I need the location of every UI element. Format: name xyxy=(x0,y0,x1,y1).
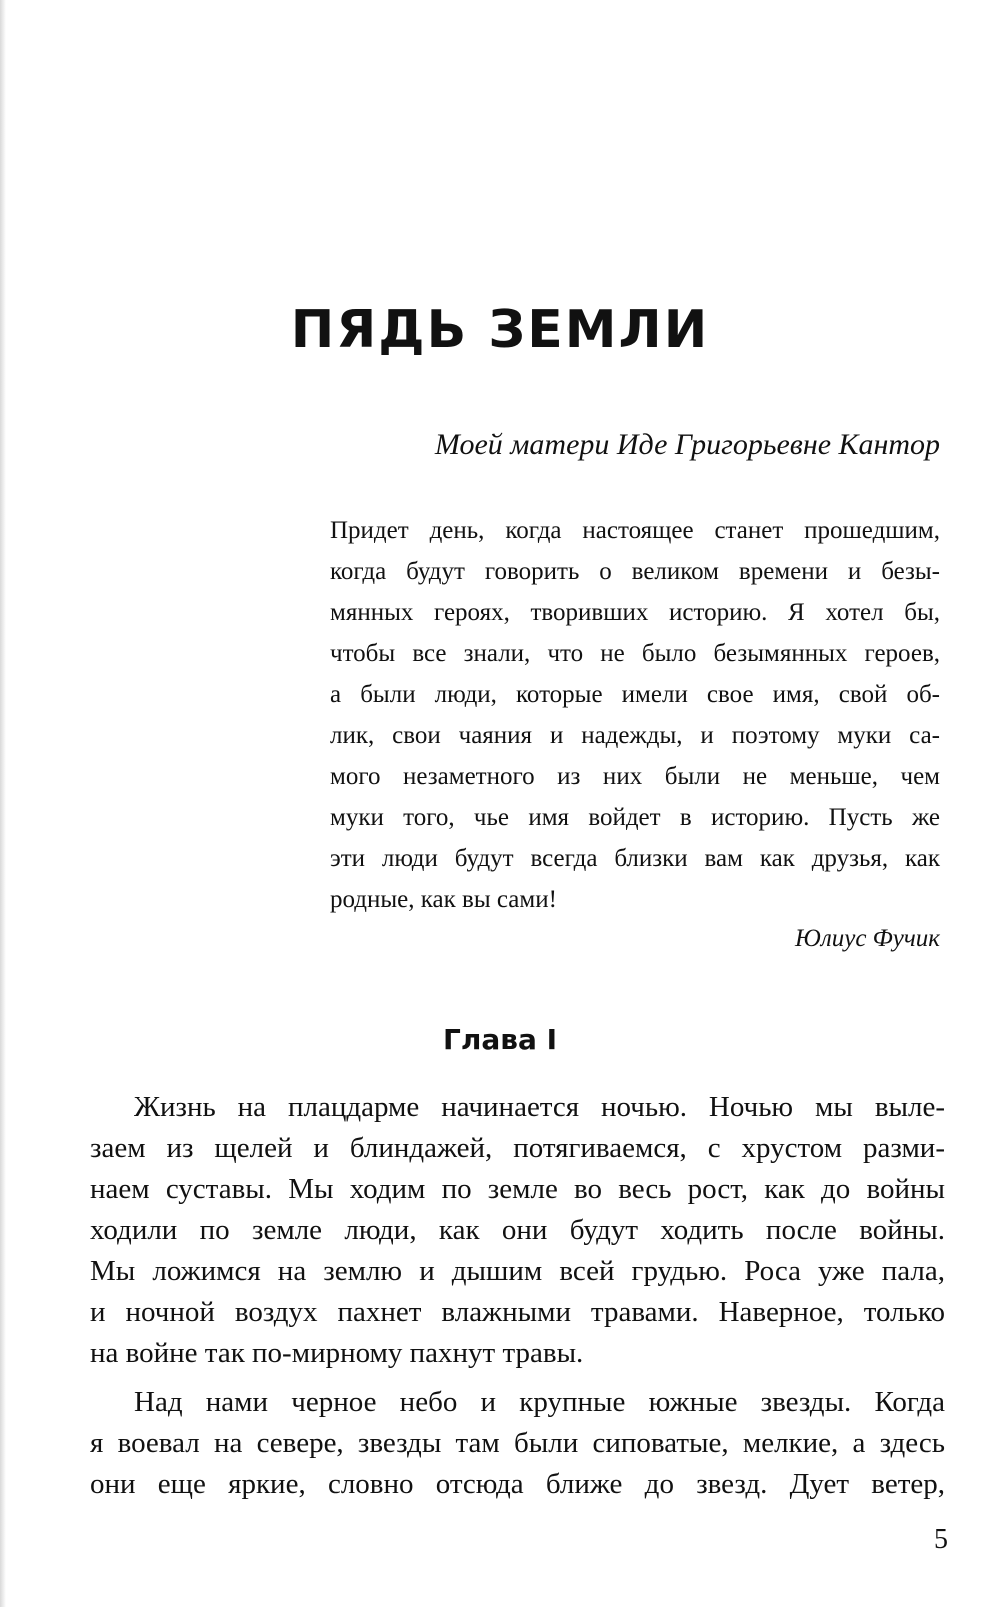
body-line: они еще яркие, словно отсюда ближе до звезд. Дует ветер, xyxy=(90,1468,945,1500)
epigraph-line: муки того, чье имя войдет в историю. Пусть же xyxy=(330,804,940,831)
dedication: Моей матери Иде Григорьевне Кантор xyxy=(434,428,940,461)
epigraph xyxy=(330,510,940,920)
epigraph-author: Юлиус Фучик xyxy=(795,925,940,952)
epigraph-line: когда будут говорить о великом времени и безы- xyxy=(330,558,940,585)
body-line: Над нами черное небо и крупные южные звезды. Когда xyxy=(134,1386,945,1418)
epigraph-line: эти люди будут всегда близки вам как друзья, как xyxy=(330,845,940,872)
epigraph-line: мянных героях, творивших историю. Я хотел бы, xyxy=(330,599,940,626)
epigraph-line: чтобы все знали, что не было безымянных героев, xyxy=(330,640,940,667)
body-line: и ночной воздух пахнет влажными травами. Наверное, только xyxy=(90,1296,945,1328)
body-line: я воевал на севере, звезды там были сиповатые, мелкие, а здесь xyxy=(90,1427,945,1459)
body-line: ходили по земле люди, как они будут ходить после войны. xyxy=(90,1214,945,1246)
body-line: заем из щелей и блиндажей, потягиваемся, с хрустом разми- xyxy=(90,1132,945,1164)
page-number: 5 xyxy=(934,1524,948,1555)
body-line: Жизнь на плацдарме начинается ночью. Ночью мы выле- xyxy=(134,1091,945,1123)
body-line: на войне так по-мирному пахнут травы. xyxy=(90,1337,584,1369)
epigraph-line: лик, свои чаяния и надежды, и поэтому муки са- xyxy=(330,722,940,749)
chapter-text xyxy=(90,1087,945,1505)
epigraph-line: мого незаметного из них были не меньше, чем xyxy=(330,763,940,790)
epigraph-line: а были люди, которые имели свое имя, свой об- xyxy=(330,681,940,708)
epigraph-line: родные, как вы сами! xyxy=(330,886,557,913)
book-title: ПЯДЬ ЗЕМЛИ xyxy=(290,300,710,360)
chapter-heading: Глава I xyxy=(442,1023,558,1056)
epigraph-line: Придет день, когда настоящее станет прошедшим, xyxy=(330,517,940,544)
page-edge-shadow xyxy=(0,0,6,1607)
paragraph-gap xyxy=(90,1374,945,1382)
body-line: Мы ложимся на землю и дышим всей грудью. Роса уже пала, xyxy=(90,1255,945,1287)
body-line: наем суставы. Мы ходим по земле во весь рост, как до войны xyxy=(90,1173,945,1205)
